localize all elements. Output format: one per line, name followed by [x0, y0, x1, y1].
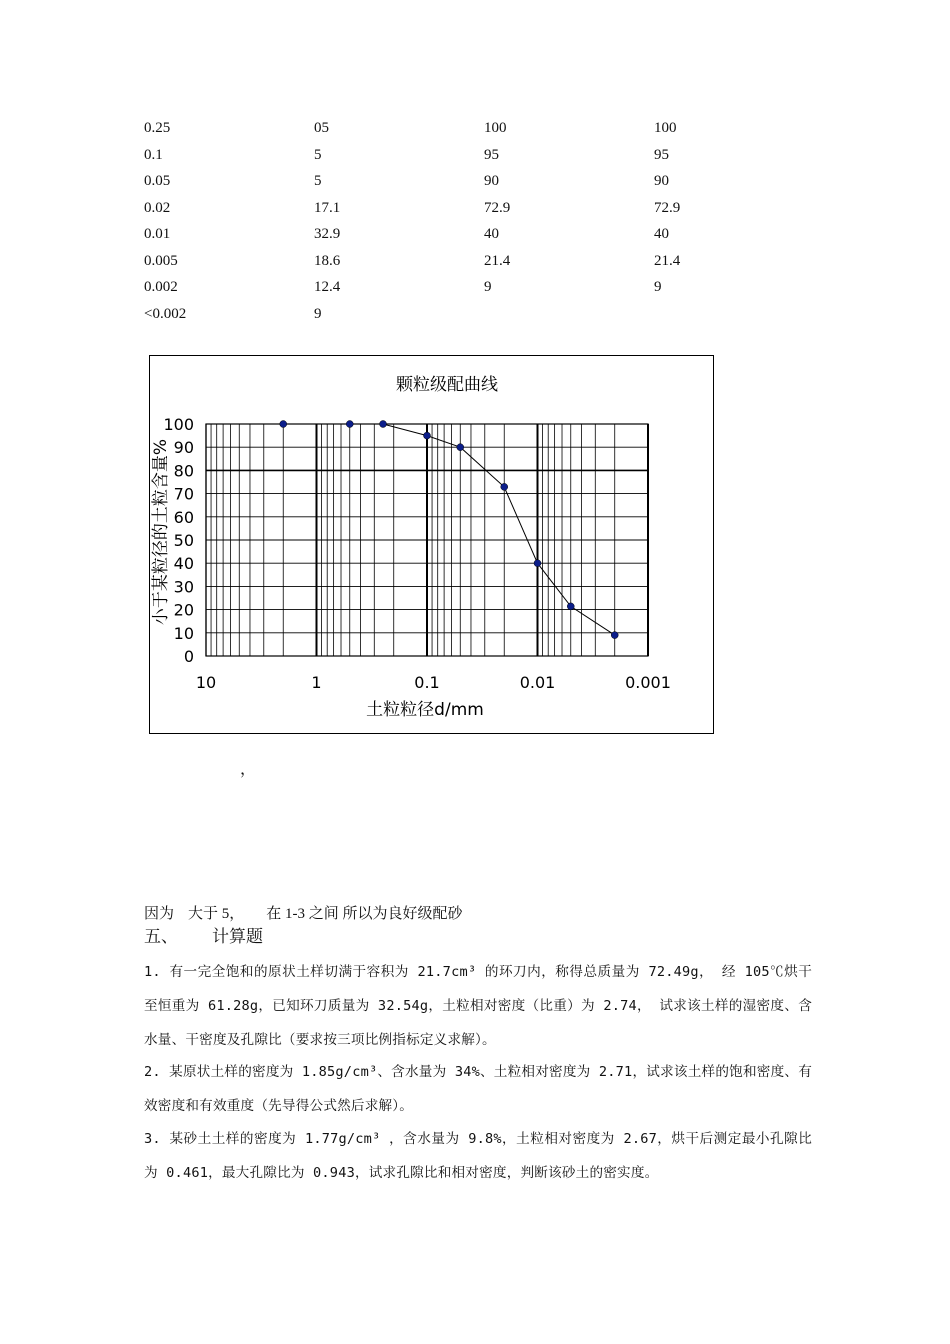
- section-heading: [144, 922, 263, 947]
- problem-2: 2. 某原状土样的密度为 1.85g/cm³、含水量为 34%、土粒相对密度为 2.71，试求该土样的饱和密度、有效密度和有效重度（先导得公式然后求解）。: [144, 1064, 812, 1114]
- x-tick-label: 0.01: [519, 673, 556, 692]
- chart-canvas: [150, 356, 712, 732]
- y-tick-label: 80: [173, 461, 194, 481]
- series-line: [283, 424, 615, 635]
- y-tick-label: 70: [173, 484, 194, 504]
- stray-comma: ，: [240, 761, 257, 778]
- section-title: 计算题: [212, 927, 263, 946]
- y-tick-label: 50: [173, 531, 194, 550]
- data-point: [424, 432, 431, 439]
- section-number: 五、: [144, 927, 178, 946]
- problem-3: 3. 某砂土土样的密度为 1.77g/cm³ ，含水量为 9.8%，土粒相对密度为 2.67，烘干后测定最小孔隙比为 0.461，最大孔隙比为 0.943，试求孔隙比和相对密度，判断该砂土的密实度。: [144, 1131, 812, 1181]
- conclusion-part-b: 大于 5，: [188, 906, 245, 922]
- conclusion-part-c: 在 1-3 之间 所以为良好级配砂: [266, 906, 463, 922]
- y-tick-label: 40: [173, 554, 194, 574]
- grading-curve-chart: [149, 355, 714, 734]
- y-tick-label: 30: [173, 577, 194, 597]
- y-tick-label: 20: [173, 600, 194, 620]
- data-point: [534, 560, 541, 567]
- x-tick-label: 1: [311, 673, 322, 692]
- data-point: [501, 483, 508, 490]
- x-tick-label: 0.001: [625, 673, 671, 692]
- y-tick-label: 60: [173, 507, 194, 527]
- x-tick-label: 0.1: [414, 673, 440, 692]
- y-tick-label: 0: [183, 647, 194, 666]
- data-point: [346, 421, 353, 428]
- conclusion-part-a: 因为: [144, 906, 175, 922]
- x-axis-label: 土粒粒径d/mm: [366, 700, 484, 720]
- data-point: [611, 632, 618, 639]
- data-point: [457, 444, 464, 451]
- y-tick-label: 90: [173, 438, 194, 458]
- conclusion-line: [144, 902, 463, 923]
- x-tick-label: 10: [195, 673, 217, 692]
- chart-title: 颗粒级配曲线: [396, 375, 498, 395]
- data-point: [380, 421, 387, 428]
- data-point: [567, 603, 574, 610]
- y-tick-label: 10: [173, 623, 194, 643]
- data-point: [280, 421, 287, 428]
- y-tick-label: 100: [163, 415, 194, 434]
- problem-1: 1. 有一完全饱和的原状土样切满于容积为 21.7cm³ 的环刀内，称得总质量为 72.49g， 经 105℃烘干至恒重为 61.28g，已知环刀质量为 32.54g，土粒相对密度（比重）为 2.74， 试求该土样的湿密度、含水量、干密度及孔隙比（要求按三项比例指标定义求解）。: [144, 964, 812, 1048]
- y-axis-label: 小于某粒径的土粒含量%: [151, 438, 171, 626]
